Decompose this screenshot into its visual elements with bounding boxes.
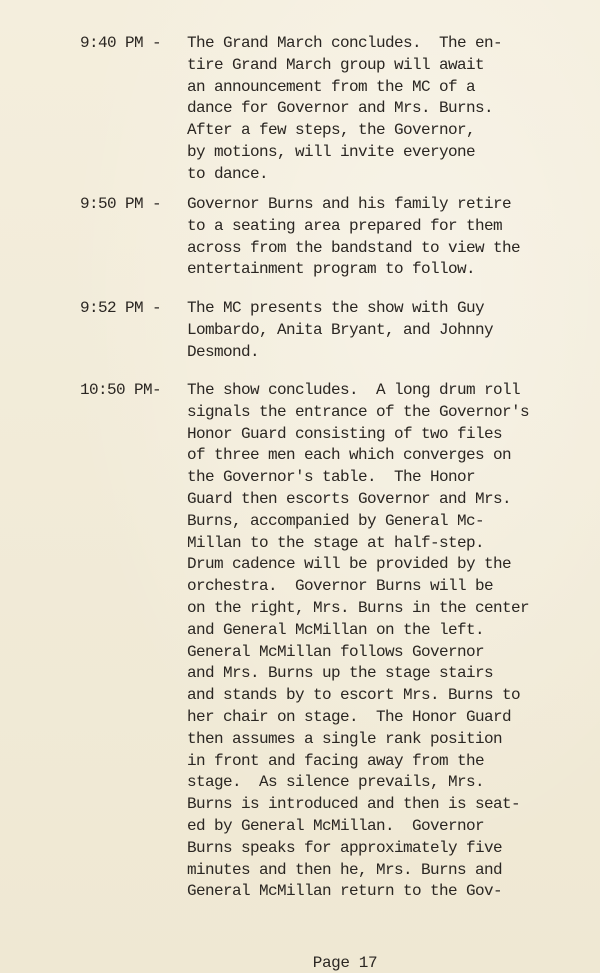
entry-text [187, 298, 493, 363]
text-line: General McMillan return to the Gov- [187, 882, 503, 901]
text-line: to dance. [187, 164, 269, 183]
text-line: her chair on stage. The Honor Guard [187, 707, 512, 726]
entry-time: 9:50 PM - [80, 195, 162, 213]
text-line: and General McMillan on the left. [187, 620, 485, 639]
text-line: The MC presents the show with Guy [187, 299, 485, 317]
text-line: of three men each which converges on [187, 446, 512, 465]
text-line: The Grand March concludes. The en- [187, 34, 503, 52]
entry-text [187, 194, 520, 281]
text-line: Honor Guard consisting of two files [187, 424, 503, 443]
text-line: minutes and then he, Mrs. Burns and [187, 860, 503, 879]
text-line: dance for Governor and Mrs. Burns. [187, 99, 494, 118]
entry-time: 10:50 PM- [80, 381, 162, 399]
text-line: orchestra. Governor Burns will be [187, 577, 494, 596]
text-line: the Governor's table. The Honor [187, 468, 476, 487]
text-line: to a seating area prepared for them [187, 216, 503, 235]
entry-text [187, 33, 502, 186]
text-line: Desmond. [187, 342, 260, 361]
text-line: Burns is introduced and then is seat- [187, 795, 521, 814]
text-line: then assumes a single rank position [187, 729, 503, 748]
text-line: Lombardo, Anita Bryant, and Johnny [187, 320, 494, 339]
text-line: signals the entrance of the Governor's [187, 402, 530, 421]
entry-time: 9:40 PM - [80, 34, 162, 52]
page-number: Page 17 [312, 954, 378, 972]
text-line: Millan to the stage at half-step. [187, 533, 485, 552]
text-line: stage. As silence prevails, Mrs. [187, 773, 485, 792]
text-line: on the right, Mrs. Burns in the center [187, 598, 530, 617]
text-line: Guard then escorts Governor and Mrs. [187, 489, 512, 508]
entry-time: 9:52 PM - [80, 299, 162, 317]
text-line: entertainment program to follow. [187, 260, 476, 279]
text-line: tire Grand March group will await [187, 55, 485, 74]
text-line: Drum cadence will be provided by the [187, 555, 512, 574]
text-line: The show concludes. A long drum roll [187, 381, 521, 399]
text-line: and stands by to escort Mrs. Burns to [187, 686, 521, 705]
text-line: After a few steps, the Governor, [187, 121, 476, 140]
text-line: an announcement from the MC of a [187, 77, 476, 96]
text-line: Governor Burns and his family retire [187, 195, 512, 213]
text-line: and Mrs. Burns up the stage stairs [187, 664, 494, 683]
text-line: General McMillan follows Governor [187, 642, 485, 661]
text-line: ed by General McMillan. Governor [187, 816, 485, 835]
text-line: Burns speaks for approximately five [187, 838, 503, 857]
entry-text [187, 380, 529, 903]
text-line: in front and facing away from the [187, 751, 485, 770]
text-line: by motions, will invite everyone [187, 142, 476, 161]
text-line: Burns, accompanied by General Mc- [187, 511, 485, 530]
text-line: across from the bandstand to view the [187, 238, 521, 257]
